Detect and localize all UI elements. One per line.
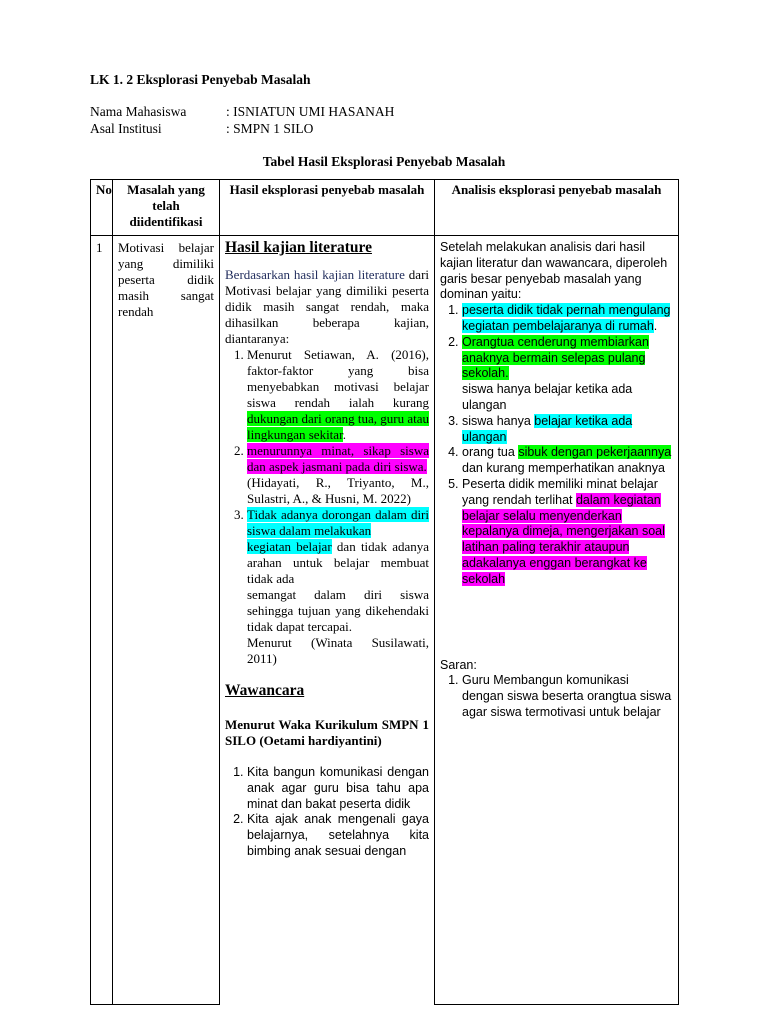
list-item: 1. Guru Membangun komunikasi dengan siswa beserta orangtua siswa agar siswa termotivasi untuk belajar <box>462 673 673 720</box>
a2-text: siswa hanya belajar ketika ada ulangan <box>462 382 633 412</box>
analisis-list <box>440 303 673 587</box>
saran-list <box>440 673 673 720</box>
cell-no: 1 <box>91 236 113 1005</box>
item3-highlight-1: Tidak adanya dorongan dalam diri siswa dalam melakukan <box>247 507 429 538</box>
literature-intro-2: dari Motivasi belajar yang dimiliki peserta didik masih sangat rendah, maka dihasilkan beberapa kajian, diantaranya: <box>225 267 430 346</box>
a4-text: orang tua <box>462 445 515 460</box>
waka-title: Menurut Waka Kurikulum SMPN 1 SILO (Oetami hardiyantini) <box>225 717 429 748</box>
item3-text-2: semangat dalam diri siswa sehingga tujuan yang dikehendaki tidak dapat tercapai. <box>247 587 429 634</box>
item3-highlight-2: kegiatan belajar <box>247 539 332 554</box>
cell-analisis <box>435 236 679 1005</box>
exploration-table <box>90 179 679 1005</box>
list-item <box>462 414 673 446</box>
document-title: LK 1. 2 Eksplorasi Penyebab Masalah <box>90 72 311 87</box>
item2-highlight: menurunnya minat, sikap siswa dan aspek jasmani pada diri siswa. <box>247 443 429 474</box>
header-masalah: Masalah yang telah diidentifikasi <box>113 180 220 236</box>
a4-highlight: sibuk dengan pekerjaannya <box>518 445 672 460</box>
cell-masalah: Motivasi belajar yang dimiliki peserta didik masih sangat rendah <box>113 236 220 1005</box>
meta-institusi-value: : SMPN 1 SILO <box>226 121 314 136</box>
item3-reference: Menurut (Winata Susilawati, 2011) <box>247 635 429 666</box>
meta-institusi-label: Asal Institusi <box>90 121 162 136</box>
a3-text: siswa hanya <box>462 413 531 428</box>
literature-list <box>225 347 429 667</box>
a3-highlight: belajar ketika ada ulangan <box>462 413 633 444</box>
a5-text: Peserta didik memiliki minat belajar yang rendah terlihat <box>462 476 658 507</box>
item1-text: Menurut Setiawan, A. (2016), faktor-faktor yang bisa menyebabkan motivasi belajar siswa rendah ialah kurang <box>247 347 429 410</box>
list-item <box>462 445 673 477</box>
a5-highlight: dalam kegiatan belajar selalu menyenderkan kepalanya dimeja, mengerjakan soal latihan paling terakhir ataupun adakalanya enggan berangkat ke sekolah <box>462 492 665 586</box>
meta-institusi <box>90 121 313 137</box>
table-row <box>91 236 679 1005</box>
header-analisis: Analisis eksplorasi penyebab masalah <box>435 180 679 236</box>
analisis-intro: Setelah melakukan analisis dari hasil kajian literatur dan wawancara, diperoleh garis besar penyebab masalah yang dominan yaitu: <box>440 240 668 302</box>
item1-end: . <box>342 427 346 442</box>
item3-text-1: dan tidak adanya arahan untuk belajar membuat tidak ada <box>247 539 430 586</box>
table-caption: Tabel Hasil Eksplorasi Penyebab Masalah <box>262 154 506 169</box>
cell-hasil <box>220 236 435 1005</box>
meta-nama <box>90 104 394 120</box>
literature-intro <box>225 267 429 347</box>
saran-label: Saran: <box>440 657 477 672</box>
spacer <box>440 588 673 658</box>
list-item: 2. Kita ajak anak mengenali gaya belajarnya, setelahnya kita bimbing anak sesuai dengan <box>247 812 429 859</box>
item1-highlight: dukungan dari orang tua, guru atau lingkungan sekitar <box>247 411 429 442</box>
list-item <box>247 347 429 443</box>
list-item <box>247 507 429 667</box>
meta-nama-value: : ISNIATUN UMI HASANAH <box>226 104 395 119</box>
table-header-row <box>91 180 679 236</box>
list-item <box>462 335 673 414</box>
literature-intro-1: Berdasarkan hasil kajian literature <box>225 267 405 282</box>
list-item <box>247 443 429 507</box>
list-item: 1. Kita bangun komunikasi dengan anak agar guru bisa tahu apa minat dan bakat peserta didik <box>247 765 429 812</box>
meta-nama-label: Nama Mahasiswa <box>90 104 187 119</box>
header-no: No <box>91 180 113 236</box>
list-item <box>462 477 673 588</box>
a2-highlight: Orangtua cenderung membiarkan anaknya bermain selepas pulang sekolah. <box>462 334 649 381</box>
wawancara-list <box>225 765 429 860</box>
heading-wawancara: Wawancara <box>225 682 305 699</box>
list-item <box>462 303 673 335</box>
a1-end: . <box>653 318 658 333</box>
item2-reference: (Hidayati, R., Triyanto, M., Sulastri, A., & Husni, M. 2022) <box>247 475 429 506</box>
header-hasil: Hasil eksplorasi penyebab masalah <box>220 180 435 236</box>
heading-literature: Hasil kajian literature <box>225 239 372 256</box>
a1-highlight: peserta didik tidak pernah mengulang kegiatan pembelajaranya di rumah <box>462 303 671 333</box>
a4-rest: dan kurang memperhatikan anaknya <box>462 461 665 476</box>
